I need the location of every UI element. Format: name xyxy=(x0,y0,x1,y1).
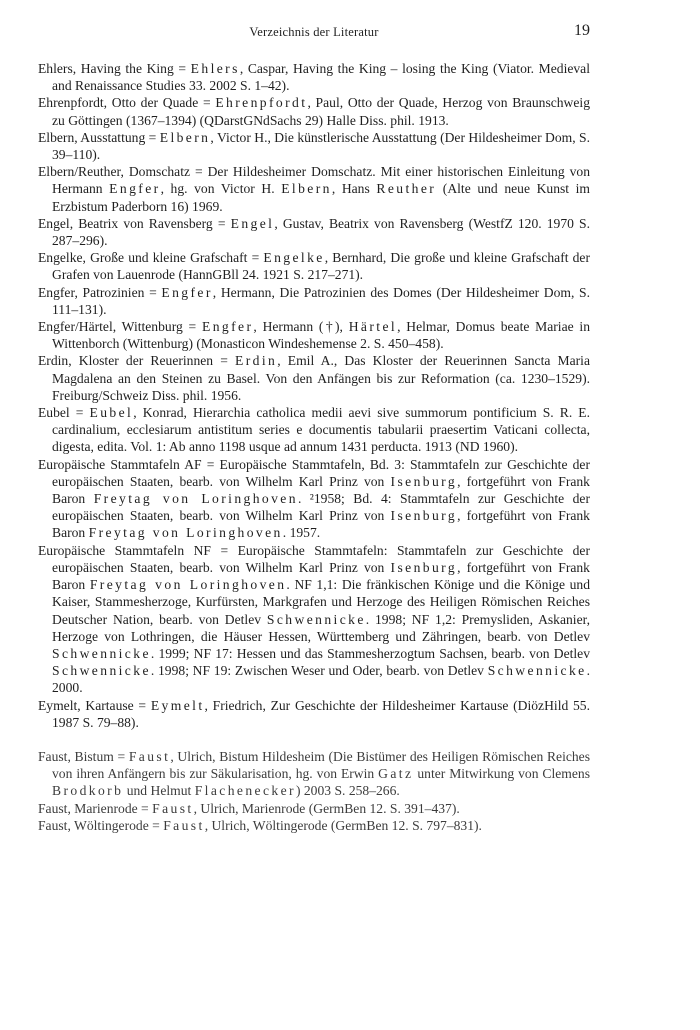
entry-key: Europäische Stammtafeln NF = Europäische Stammtafeln: Stammtafeln zur Geschichte der europäischen Staaten, bearb. von Wilhelm Karl Prinz von xyxy=(38,542,590,575)
entry-text: , Gustav, Beatrix von Ravensberg (WestfZ 120. 1970 S. 287–296). xyxy=(52,215,591,249)
bibliography-entry xyxy=(38,456,590,542)
entry-key: Eymelt, Kartause = xyxy=(38,697,151,713)
bibliography-entry xyxy=(38,215,590,249)
entry-key: Elbern, Ausstattung = xyxy=(38,129,160,145)
entry-key: Engel, Beatrix von Ravensberg = xyxy=(38,215,231,231)
entry-text: . 1998; NF 1,2: Premysliden, Askanier, Herzoge von Lothringen, die Häuser Hessen, Württemberg und Zähringen, bearb. von Detlev xyxy=(52,611,590,644)
author-surname: Schwennicke xyxy=(52,645,151,661)
bibliography-entry xyxy=(38,352,590,404)
entry-text: , Emil A., Das Kloster der Reuerinnen Sancta Maria Magdalena an den Steinen zu Basel. Von den Anfängen bis zur Reformation (ca. 1230–1529). Freiburg/Schweiz Diss. phil. 1956. xyxy=(52,353,590,403)
author-surname: Eymelt xyxy=(150,697,205,713)
entry-text: . 2000. xyxy=(52,663,590,696)
page-number: 19 xyxy=(574,22,590,39)
entry-key: Ehrenpfordt, Otto der Quade = xyxy=(38,95,216,111)
author-surname: Schwennicke xyxy=(487,663,587,679)
entry-text: , Bernhard, Die große und kleine Grafschaft der Grafen von Lauenrode (HannGBll 24. 1921 S. 217–271). xyxy=(52,250,590,283)
entry-key: Faust, Bistum = xyxy=(38,748,129,764)
entry-text: , Friedrich, Zur Geschichte der Hildesheimer Kartause (DiözHild 55. 1987 S. 79–88). xyxy=(52,697,590,730)
entry-text: , fortgeführt von Frank Baron xyxy=(52,508,590,541)
author-surname: Engel xyxy=(230,215,275,231)
entry-text: . ²1958; Bd. 4: Stammtafeln zur Geschichte der europäischen Staaten, bearb. von Wilhelm Karl Prinz von xyxy=(52,491,590,524)
author-surname: Elbern xyxy=(281,181,332,197)
author-surname: Schwennicke xyxy=(52,663,151,679)
bibliography-entry xyxy=(38,318,590,352)
bibliography-list xyxy=(38,60,590,834)
entry-key: Ehlers, Having the King = xyxy=(38,61,191,76)
bibliography-entry xyxy=(38,249,590,283)
running-head xyxy=(38,22,590,42)
author-surname: Gatz xyxy=(378,766,414,782)
entry-text: , fortgeführt von Frank Baron xyxy=(52,473,590,507)
bibliography-entry xyxy=(38,94,590,128)
entry-text: (Alte und neue Kunst im Erzbistum Paderborn 16) 1969. xyxy=(52,181,590,214)
entry-text: , Ulrich, Bistum Hildesheim (Die Bistümer des Heiligen Römischen Reiches von ihren Anfängern bis zur Säkularisation, hg. von Erwin xyxy=(52,748,591,782)
author-surname: Faust xyxy=(128,748,171,764)
entry-text: , Ulrich, Marienrode (GermBen 12. S. 391–437). xyxy=(193,800,460,816)
bibliography-entry xyxy=(38,542,590,697)
author-surname: Faust xyxy=(152,800,194,816)
entry-text: , Paul, Otto der Quade, Herzog von Braunschweig zu Göttingen (1367–1394) (QDarstGNdSachs 29) Halle Diss. phil. 1913. xyxy=(52,95,590,128)
entry-text: . NF 1,1: Die fränkischen Könige und die Könige und Kaiser, Stammesherzoge, Kurfürsten, Markgrafen und Herzoge des Heiligen Römischen Reiches Deutscher Nation, bearb. von Detlev xyxy=(52,577,590,627)
author-surname: Schwennicke xyxy=(266,611,366,627)
entry-key: Erdin, Kloster der Reuerinnen = xyxy=(38,353,236,369)
author-surname: Ehlers xyxy=(190,61,240,76)
author-surname: Ehrenpfordt xyxy=(215,95,308,111)
author-surname: Reuther xyxy=(376,181,437,197)
author-surname: Engfer xyxy=(109,181,161,197)
author-surname: Brodkorb xyxy=(52,783,124,799)
bibliography-entry xyxy=(38,60,590,94)
entry-text: , Ulrich, Wöltingerode (GermBen 12. S. 797–831). xyxy=(204,817,482,833)
author-surname: Elbern xyxy=(159,129,211,145)
author-surname: Isenburg xyxy=(390,508,458,524)
entry-text: und Helmut xyxy=(123,783,195,799)
bibliography-entry xyxy=(38,284,590,318)
author-surname: Freytag von Loringhoven xyxy=(88,525,283,541)
bibliography-entry xyxy=(38,129,590,163)
entry-text: , Hermann, Die Patrozinien des Domes (Der Hildesheimer Dom, S. 111–131). xyxy=(52,284,590,317)
author-surname: Isenburg xyxy=(390,473,458,489)
author-surname: Engfer xyxy=(202,319,254,335)
entry-key: Engfer/Härtel, Wittenburg = xyxy=(38,319,202,335)
entry-text: , Victor H., Die künstlerische Ausstattung (Der Hildesheimer Dom, S. 39–110). xyxy=(52,129,590,163)
author-surname: Freytag von Loringhoven xyxy=(93,491,298,507)
author-surname: Erdin xyxy=(235,353,278,369)
author-surname: Isenburg xyxy=(390,559,458,575)
entry-text: . 1957. xyxy=(282,525,321,541)
bibliography-entry xyxy=(38,800,590,817)
entry-key: Engfer, Patrozinien = xyxy=(38,284,162,300)
entry-text: unter Mitwirkung von Clemens xyxy=(413,766,591,782)
entry-key: Elbern/Reuther, Domschatz = Der Hildesheimer Domschatz. Mit einer historischen Einleitung von Hermann xyxy=(38,164,590,197)
entry-key: Engelke, Große und kleine Grafschaft = xyxy=(38,250,264,266)
author-surname: Flachenecker xyxy=(194,783,296,799)
author-surname: Engfer xyxy=(161,284,213,300)
bibliography-entry xyxy=(38,817,590,834)
author-surname: Engelke xyxy=(263,250,325,266)
entry-key: Eubel = xyxy=(38,405,90,421)
entry-text: , Hermann (†), xyxy=(253,319,349,335)
entry-text: , Helmar, Domus beate Mariae in Wittenborch (Wittenburg) (Monasticon Windeshemense 2. S. 450–458). xyxy=(52,319,591,352)
bibliography-entry xyxy=(38,748,590,800)
bibliography-entry xyxy=(38,163,590,215)
author-surname: Freytag von Loringhoven xyxy=(89,577,287,593)
entry-text: ) 2003 S. 258–266. xyxy=(295,783,400,799)
bibliography-entry xyxy=(38,404,590,456)
entry-text: . 1999; NF 17: Hessen und das Stammesherzogtum Sachsen, bearb. von Detlev xyxy=(150,645,590,661)
entry-text: , Caspar, Having the King – losing the King (Viator. Medieval and Renaissance Studies 33. 2002 S. 1–42). xyxy=(52,61,590,94)
bibliography-entry xyxy=(38,697,590,731)
entry-key: Europäische Stammtafeln AF = Europäische Stammtafeln, Bd. 3: Stammtafeln zur Geschichte der europäischen Staaten, bearb. von Wilhelm Karl Prinz von xyxy=(38,456,590,489)
entry-key: Faust, Marienrode = xyxy=(38,800,153,816)
author-surname: Faust xyxy=(163,817,205,833)
entry-key: Faust, Wöltingerode = xyxy=(38,817,164,833)
running-title: Verzeichnis der Literatur xyxy=(249,25,379,39)
author-surname: Eubel xyxy=(89,405,134,421)
entry-text: , fortgeführt von Frank Baron xyxy=(52,559,590,593)
entry-text: , Konrad, Hierarchia catholica medii aevi sive summorum pontificium S. R. E. cardinalium, ecclesiarum antistitum series e documentis tabularii praesertim Vaticani collecta, digesta, edita. Vol. 1: Ab anno 1198 usque ad annum 1431 perducta. 1913 (ND 1960). xyxy=(52,405,591,455)
entry-text: , hg. von Victor H. xyxy=(160,181,282,197)
entry-text: , Hans xyxy=(331,181,377,197)
entry-text: . 1998; NF 19: Zwischen Weser und Oder, bearb. von Detlev xyxy=(150,663,488,679)
author-surname: Härtel xyxy=(348,319,398,335)
